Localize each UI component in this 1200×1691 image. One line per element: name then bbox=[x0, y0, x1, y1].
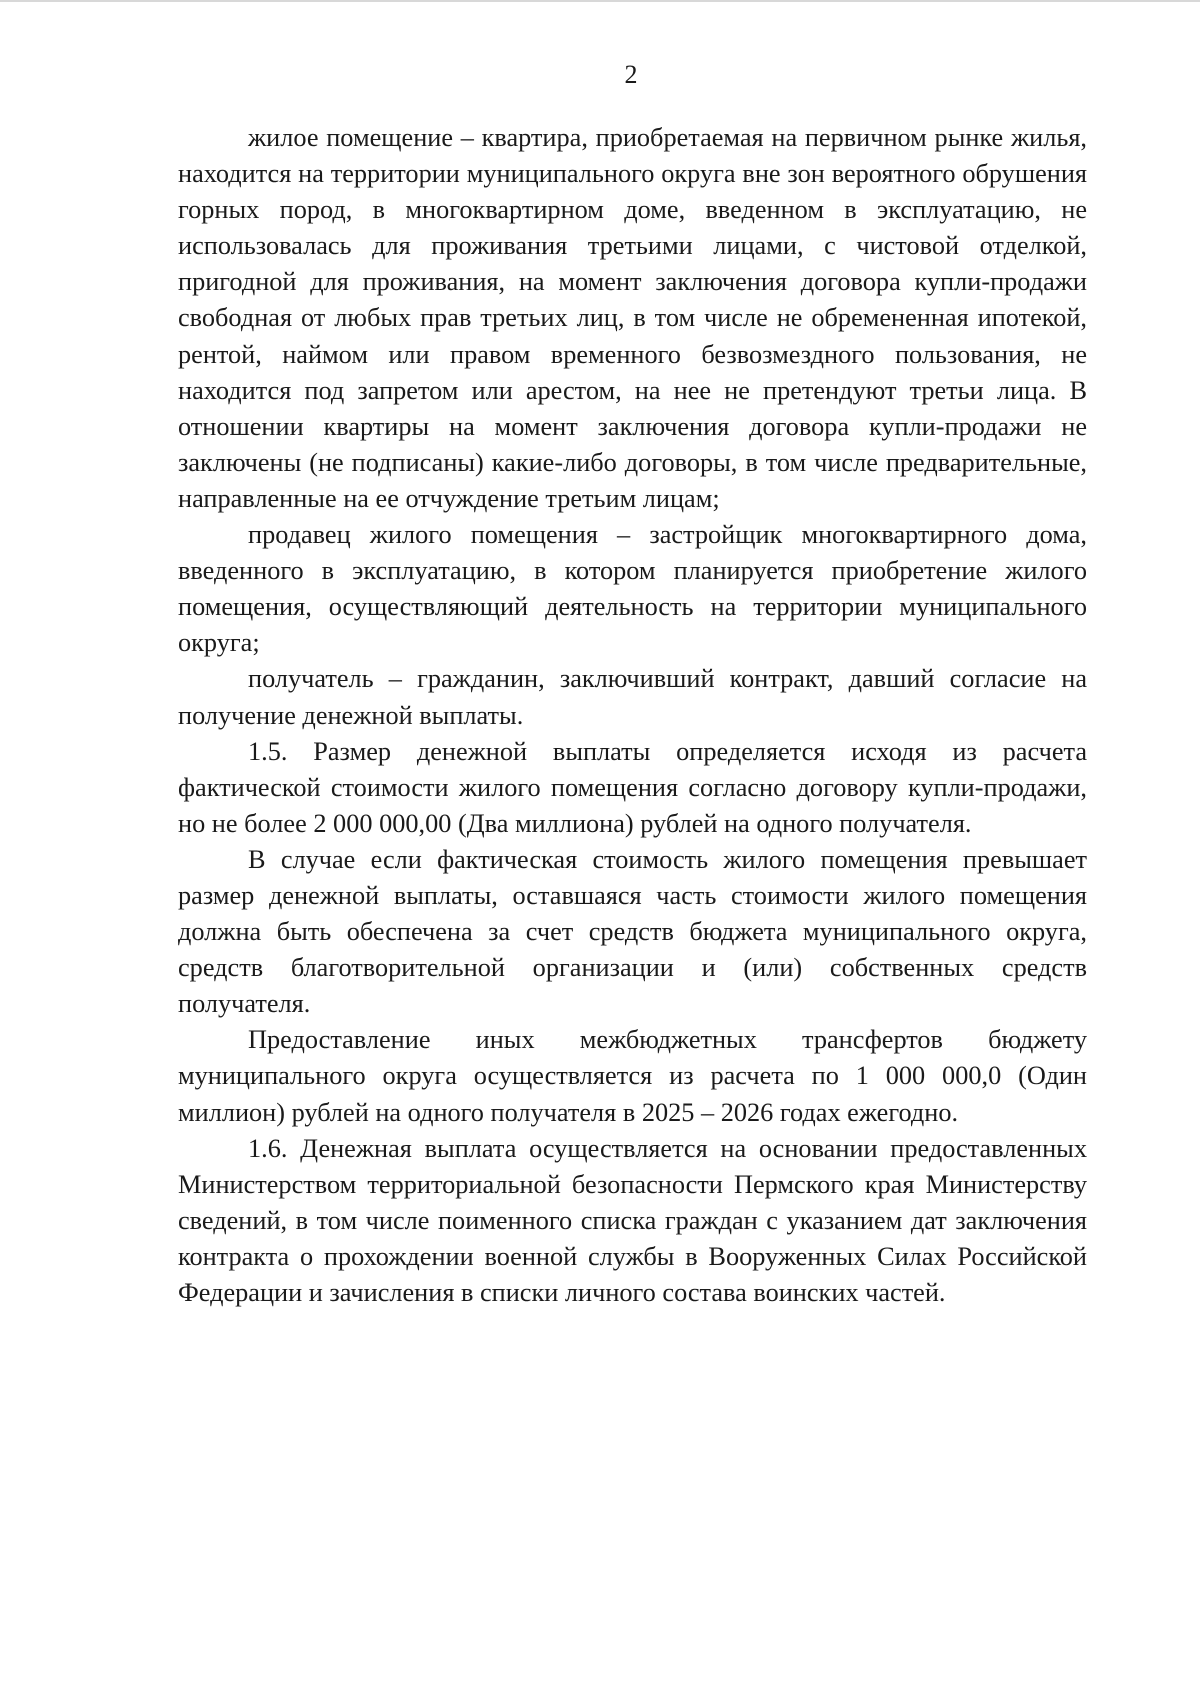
page-number: 2 bbox=[624, 60, 638, 89]
page-edge-divider bbox=[0, 0, 1200, 2]
paragraph-clause-1-6: 1.6. Денежная выплата осуществляется на основании предоставленных Министерством территориальной безопасности Пермского края Министерству сведений, в том числе поименного списка граждан с указанием дат заключения контракта о прохождении военной службы в Вооруженных Силах Российской Федерации и зачисления в списки личного состава воинских частей. bbox=[178, 1133, 1087, 1307]
paragraph-interbudget-transfers: Предоставление иных межбюджетных трансфертов бюджету муниципального округа осуществляется из расчета по 1 000 000,0 (Один миллион) рублей на одного получателя в 2025 – 2026 годах ежегодно. bbox=[178, 1025, 1087, 1127]
paragraph-excess-cost: В случае если фактическая стоимость жилого помещения превышает размер денежной выплаты, оставшаяся часть стоимости жилого помещения должна быть обеспечена за счет средств бюджета муниципального округа, средств благотворительной организации и (или) собственных средств получателя. bbox=[178, 844, 1087, 1019]
document-body bbox=[178, 120, 1087, 1311]
paragraph-residential-premises-definition: жилое помещение – квартира, приобретаемая на первичном рынке жилья, находится на территории муниципального округа вне зон вероятного обрушения горных пород, в многоквартирном доме, введенном в эксплуатацию, не использовалась для проживания третьими лицами, с чистовой отделкой, пригодной для проживания, на момент заключения договора купли-продажи свободная от любых прав третьих лиц, в том числе не обремененная ипотекой, рентой, наймом или правом временного безвозмездного пользования, не находится под запретом или арестом, на нее не претендуют третьи лица. В отношении квартиры на момент заключения договора купли-продажи не заключены (не подписаны) какие-либо договоры, в том числе предварительные, направленные на ее отчуждение третьим лицам; bbox=[178, 123, 1087, 513]
paragraph-clause-1-5: 1.5. Размер денежной выплаты определяется исходя из расчета фактической стоимости жилого помещения согласно договору купли-продажи, но не более 2 000 000,00 (Два миллиона) рублей на одного получателя. bbox=[178, 736, 1087, 838]
paragraph-recipient-definition: получатель – гражданин, заключивший контракт, давший согласие на получение денежной выплаты. bbox=[178, 664, 1087, 730]
paragraph-seller-definition: продавец жилого помещения – застройщик многоквартирного дома, введенного в эксплуатацию, в котором планируется приобретение жилого помещения, осуществляющий деятельность на территории муниципального округа; bbox=[178, 520, 1087, 658]
